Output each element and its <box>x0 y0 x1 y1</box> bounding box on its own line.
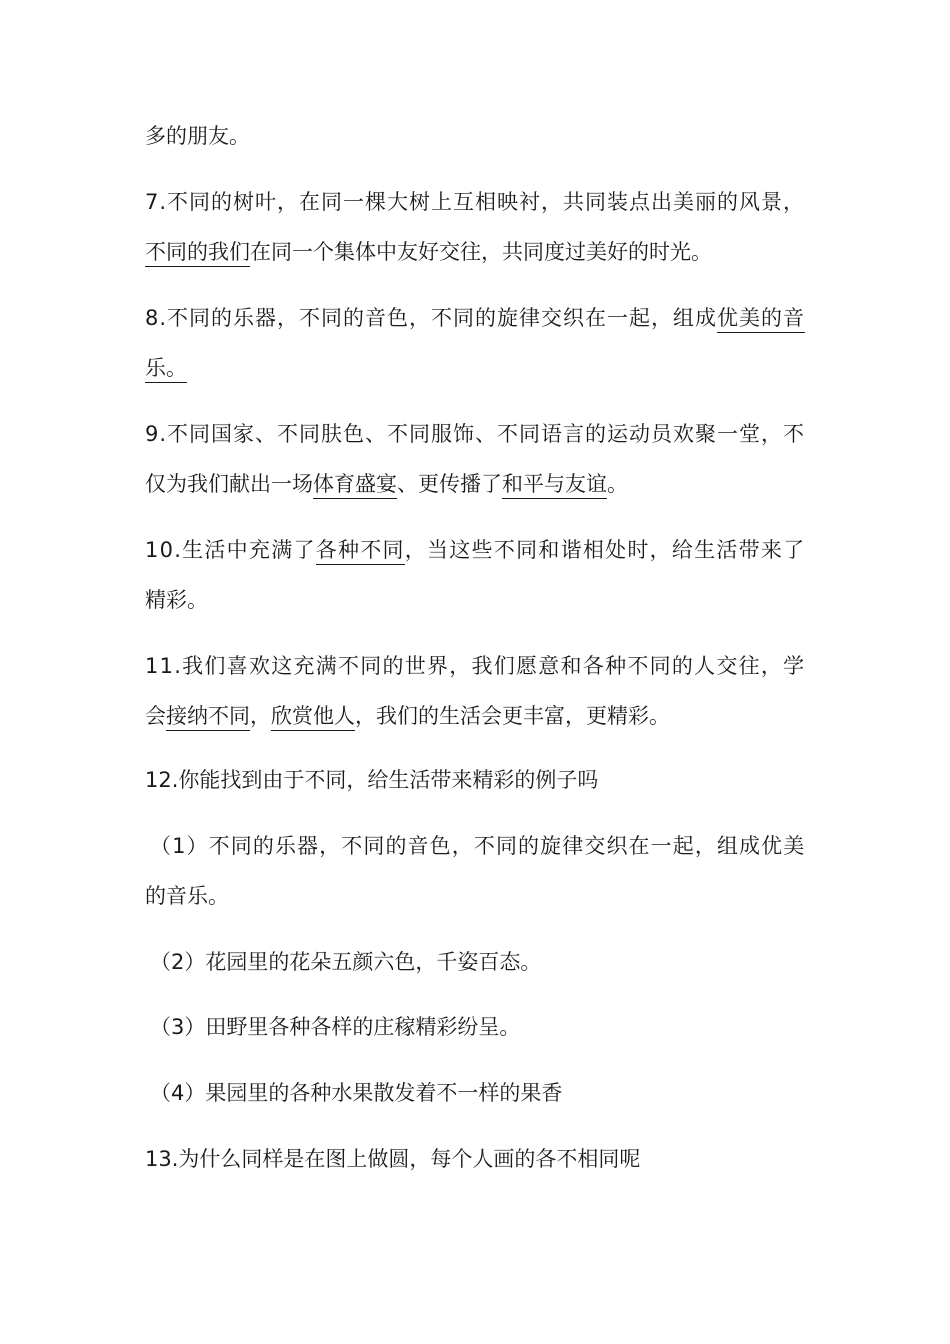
text-segment: 13.为什么同样是在图上做圆，每个人画的各不相同呢 <box>145 1147 641 1171</box>
underlined-answer: 体育盛宴 <box>313 472 397 499</box>
text-segment: （4）果园里的各种水果散发着不一样的果香 <box>150 1081 563 1105</box>
text-segment: ， <box>250 704 271 728</box>
text-segment: 在同一个集体中友好交往，共同度过美好的时光。 <box>250 240 712 264</box>
text-segment: 9.不同国家、不同肤色、不同服饰、不同语言的运动员欢聚一堂，不 <box>145 422 806 446</box>
text-line <box>145 238 712 266</box>
text-segment: 仅为我们献出一场 <box>145 472 313 496</box>
text-segment: （2）花园里的花朵五颜六色，千姿百态。 <box>150 950 542 974</box>
text-line <box>145 586 208 614</box>
text-segment: 7.不同的树叶，在同一棵大树上互相映衬，共同装点出美丽的风景， <box>145 190 806 214</box>
text-segment: 会 <box>145 704 166 728</box>
text-segment: （3）田野里各种各样的庄稼精彩纷呈。 <box>150 1015 521 1039</box>
text-line <box>145 536 805 564</box>
text-segment: 12.你能找到由于不同，给生活带来精彩的例子吗 <box>145 768 599 792</box>
text-segment: 、更传播了 <box>397 472 502 496</box>
text-segment: 。 <box>607 472 628 496</box>
text-line <box>145 470 628 498</box>
text-line <box>145 420 805 448</box>
underlined-answer: 接纳不同 <box>166 704 250 731</box>
text-segment: 8.不同的乐器，不同的音色，不同的旋律交织在一起，组成 <box>145 306 718 330</box>
text-line <box>150 948 541 976</box>
text-segment: 的音乐。 <box>145 884 229 908</box>
underlined-answer: 优美的音 <box>717 306 805 333</box>
text-segment: 多的朋友。 <box>145 124 250 148</box>
text-line <box>150 1013 520 1041</box>
text-line <box>150 832 805 860</box>
text-line <box>145 304 805 332</box>
text-line <box>145 354 187 382</box>
text-segment: ，我们的生活会更丰富，更精彩。 <box>355 704 670 728</box>
text-segment: ，当这些不同和谐相处时，给生活带来了 <box>404 538 806 562</box>
underlined-answer: 各种不同 <box>316 538 405 565</box>
text-line <box>145 882 229 910</box>
text-line <box>145 122 250 150</box>
underlined-answer: 和平与友谊 <box>502 472 607 499</box>
text-line <box>145 652 805 680</box>
text-line <box>145 766 598 794</box>
text-segment: 11.我们喜欢这充满不同的世界，我们愿意和各种不同的人交往，学 <box>145 654 806 678</box>
underlined-answer: 不同的我们 <box>145 240 250 267</box>
text-line <box>145 702 670 730</box>
underlined-answer: 欣赏他人 <box>271 704 355 731</box>
text-line <box>145 188 805 216</box>
underlined-answer: 乐。 <box>145 356 187 383</box>
text-segment: （1）不同的乐器，不同的音色，不同的旋律交织在一起，组成优美 <box>150 834 806 858</box>
text-line <box>145 1145 640 1173</box>
text-segment: 10.生活中充满了 <box>145 538 316 562</box>
text-line <box>150 1079 562 1107</box>
text-segment: 精彩。 <box>145 588 208 612</box>
